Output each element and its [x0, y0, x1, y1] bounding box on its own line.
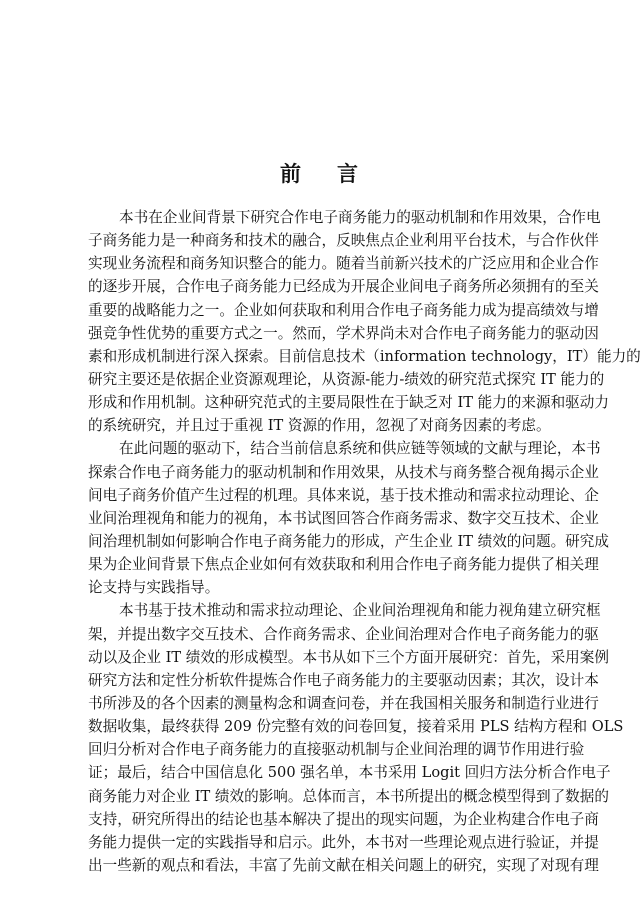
text-line: 间治理机制如何影响合作电子商务能力的形成，产生企业 IT 绩效的问题。研究成	[88, 532, 609, 550]
text-line: 的逐步开展，合作电子商务能力已经成为开展企业间电子商务所必须拥有的至关	[88, 278, 599, 296]
text-line: 动以及企业 IT 绩效的形成模型。本书从如下三个方面开展研究：首先，采用案例	[88, 648, 609, 666]
text-line: 证；最后，结合中国信息化 500 强名单，本书采用 Logit 回归方法分析合作电子	[88, 764, 611, 782]
text-line: 子商务能力是一种商务和技术的融合，反映焦点企业利用平台技术，与合作伙伴	[88, 232, 599, 250]
text-line: 强竞争性优势的重要方式之一。然而，学术界尚未对合作电子商务能力的驱动因	[88, 324, 599, 342]
text-line: 在此问题的驱动下，结合当前信息系统和供应链等领域的文献与理论，本书	[119, 440, 601, 458]
text-line: 果为企业间背景下焦点企业如何有效获取和利用合作电子商务能力提供了相关理	[88, 556, 599, 574]
text-line: 探索合作电子商务能力的驱动机制和作用效果，从技术与商务整合视角揭示企业	[88, 463, 599, 481]
text-line: 商务能力对企业 IT 绩效的影响。总体而言，本书所提出的概念模型得到了数据的	[88, 787, 609, 805]
text-line: 出一些新的观点和看法，丰富了先前文献在相关问题上的研究，实现了对现有理	[88, 856, 599, 874]
text-line: 的系统研究，并且过于重视 IT 资源的作用，忽视了对商务因素的考虑。	[88, 417, 551, 435]
text-line: 支持，研究所得出的结论也基本解决了提出的现实问题，为企业构建合作电子商	[88, 810, 599, 828]
text-line: 数据收集，最终获得 209 份完整有效的问卷回复，接着采用 PLS 结构方程和 OLS	[88, 718, 624, 736]
page-title: 前言	[280, 161, 394, 186]
text-line: 素和形成机制进行深入探索。目前信息技术（information technology，IT）能力的	[88, 347, 641, 365]
text-line: 论支持与实践指导。	[88, 579, 220, 597]
preface-body	[88, 206, 641, 877]
text-line: 研究主要还是依据企业资源观理论，从资源-能力-绩效的研究范式探究 IT 能力的	[88, 370, 605, 388]
text-line: 本书基于技术推动和需求拉动理论、企业间治理视角和能力视角建立研究框	[119, 602, 601, 620]
text-line: 架，并提出数字交互技术、合作商务需求、企业间治理对合作电子商务能力的驱	[88, 625, 599, 643]
text-line: 形成和作用机制。这种研究范式的主要局限性在于缺乏对 IT 能力的来源和驱动力	[88, 394, 609, 412]
text-line: 务能力提供一定的实践指导和启示。此外，本书对一些理论观点进行验证，并提	[88, 833, 599, 851]
text-line: 研究方法和定性分析软件提炼合作电子商务能力的主要驱动因素；其次，设计本	[88, 671, 599, 689]
text-line: 间电子商务价值产生过程的机理。具体来说，基于技术推动和需求拉动理论、企	[88, 486, 599, 504]
text-line: 业间治理视角和能力的视角，本书试图回答合作商务需求、数字交互技术、企业	[88, 509, 599, 527]
text-line: 回归分析对合作电子商务能力的直接驱动机制与企业间治理的调节作用进行验	[88, 741, 585, 759]
text-line: 本书在企业间背景下研究合作电子商务能力的驱动机制和作用效果，合作电	[119, 209, 601, 226]
text-line: 书所涉及的各个因素的测量构念和调查问卷，并在我国相关服务和制造行业进行	[88, 694, 599, 712]
text-line: 实现业务流程和商务知识整合的能力。随着当前新兴技术的广泛应用和企业合作	[88, 255, 599, 273]
text-line: 重要的战略能力之一。企业如何获取和利用合作电子商务能力成为提高绩效与增	[88, 301, 599, 319]
